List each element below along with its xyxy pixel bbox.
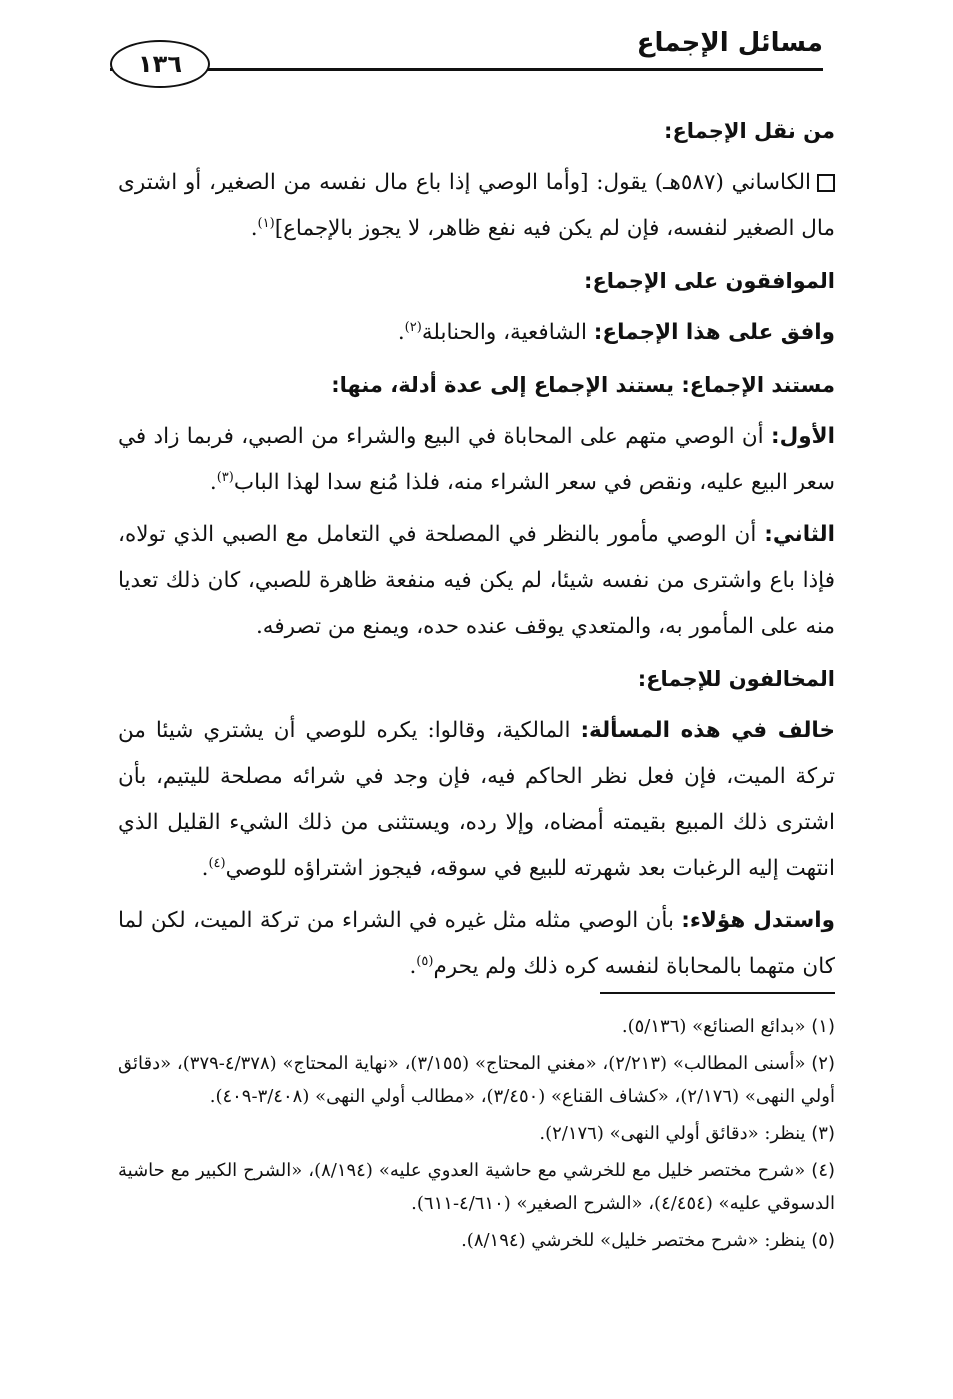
footnote-3 <box>118 1117 835 1150</box>
footnote-4 <box>118 1154 835 1220</box>
footnote-number: (٢) <box>811 1053 835 1074</box>
footnotes <box>118 1010 835 1261</box>
muwafiqun-heading: الموافقون على الإجماع: <box>584 269 835 293</box>
main-text <box>118 108 835 996</box>
khalaf-lead: خالف في هذه المسألة: <box>580 718 835 743</box>
footnote-number: (٥) <box>811 1230 835 1251</box>
mukhalifun-heading: المخالفون للإجماع: <box>637 667 835 691</box>
footnote-5 <box>118 1224 835 1257</box>
footnote-text: «شرح مختصر خليل مع للخرشي مع حاشية العدوي عليه» (٨/١٩٤)، «الشرح الكبير مع حاشية الدسوقي عليه» (٤/٤٥٤)، «الشرح الصغير» (٤/٦١٠-٦١١). <box>118 1160 835 1214</box>
footnote-number: (١) <box>811 1016 835 1037</box>
running-title: مسائل الإجماع <box>636 28 823 58</box>
page-header <box>110 22 823 82</box>
thani-text: أن الوصي مأمور بالنظر في المصلحة في التعامل مع الصبي الذي تولاه، فإذا باع واشترى من نفسه شيئا، لم يكن فيه منفعة ظاهرة للصبي، كان ذلك تعديا منه على المأمور به، والمتعدي يوقف عنده حده، ويمنع من تصرفه. <box>118 522 835 639</box>
footnote-number: (٣) <box>811 1123 835 1144</box>
awwal-paragraph: الأول: أن الوصي متهم على المحاباة في البيع والشراء من الصبي، فربما زاد في سعر البيع عليه، ونقص في سعر الشراء منه، فلذا مُنع سدا لهذا الباب$^{(٣)}$. <box>118 424 835 495</box>
footnote-ref-1: (١) <box>257 215 275 231</box>
awwal-lead: الأول: <box>771 424 835 449</box>
khalaf-paragraph: خالف في هذه المسألة: المالكية، وقالوا: يكره للوصي أن يشتري شيئا من تركة الميت، فإن فعل نظر الحاكم فيه، فإن وجد في شرائه مصلحة لليتيم، بأن اشترى ذلك المبيع بقيمته أمضاه، وإلا رده، ويستثنى من ذلك الشيء القليل الذي انتهت إليه الرغبات بعد شهرته للبيع في سوقه، فيجوز اشتراؤه للوصي$^{(٤)}$. <box>118 718 835 881</box>
footnote-text: ينظر: «شرح مختصر خليل» للخرشي (٨/١٩٤). <box>461 1230 806 1251</box>
istadal-lead: واستدل هؤلاء: <box>681 908 835 933</box>
footnote-rule <box>600 992 835 994</box>
footnote-ref-4: (٤) <box>208 855 226 871</box>
footnote-text: ينظر: «دقائق أولي النهى» (٢/١٧٦). <box>539 1123 806 1144</box>
istadal-paragraph: واستدل هؤلاء: بأن الوصي مثله مثل غيره في الشراء من تركة الميت، لكن لما كان متهما بالمحاباة لنفسه كره ذلك ولم يحرم$^{(٥)}$. <box>118 908 835 979</box>
footnote-ref-2: (٢) <box>404 319 422 335</box>
footnote-number: (٤) <box>811 1160 836 1181</box>
header-rule <box>110 68 823 71</box>
footnote-ref-3: (٣) <box>216 469 234 485</box>
mustanad-heading: مستند الإجماع: يستند الإجماع إلى عدة أدلة، منها: <box>331 373 835 397</box>
kasani-paragraph: الكاساني (٥٨٧هـ) يقول: [وأما الوصي إذا باع مال نفسه من الصغير، أو اشترى مال الصغير لنفسه، فإن لم يكن فيه نفع ظاهر، لا يجوز بالإجماع]$^{(١)}$. <box>118 170 835 241</box>
square-bullet-icon <box>817 174 835 192</box>
thani-lead: الثاني: <box>764 522 835 547</box>
muwafiqun-paragraph: وافق على هذا الإجماع: الشافعية، والحنابلة$^{(٢)}$. <box>397 319 835 345</box>
page-number: ١٣٦ <box>110 40 210 88</box>
naql-heading: من نقل الإجماع: <box>664 119 835 143</box>
footnote-2 <box>118 1047 835 1113</box>
khalaf-text: المالكية، وقالوا: يكره للوصي أن يشتري شيئا من تركة الميت، فإن فعل نظر الحاكم فيه، فإن وجد في شرائه مصلحة لليتيم، بأن اشترى ذلك المبيع بقيمته أمضاه، وإلا رده، ويستثنى من ذلك الشيء القليل الذي انتهت إليه الرغبات بعد شهرته للبيع في سوقه، فيجوز اشتراؤه للوصي <box>118 718 835 881</box>
muwafiqun-lead: وافق على هذا الإجماع: <box>593 320 835 345</box>
muwafiqun-text: الشافعية، والحنابلة <box>421 320 594 345</box>
kasani-text: الكاساني (٥٨٧هـ) يقول: [وأما الوصي إذا باع مال نفسه من الصغير، أو اشترى مال الصغير لنفسه، فإن لم يكن فيه نفع ظاهر، لا يجوز بالإجماع] <box>118 170 835 241</box>
footnote-1 <box>118 1010 835 1043</box>
footnote-text: «بدائع الصنائع» (٥/١٣٦). <box>621 1016 806 1037</box>
istadal-text: بأن الوصي مثله مثل غيره في الشراء من تركة الميت، لكن لما كان متهما بالمحاباة لنفسه كره ذلك ولم يحرم <box>118 908 835 979</box>
footnote-ref-5: (٥) <box>416 953 434 969</box>
awwal-text: أن الوصي متهم على المحاباة في البيع والشراء من الصبي، فربما زاد في سعر البيع عليه، ونقص في سعر الشراء منه، فلذا مُنع سدا لهذا الباب <box>118 424 835 495</box>
thani-paragraph <box>118 512 835 650</box>
footnote-text: «أسنى المطالب» (٢/٢١٣)، «مغني المحتاج» (٣/١٥٥)، «نهاية المحتاج» (٤/٣٧٨-٣٧٩)، «دقائق أولي النهى» (٢/١٧٦)، «كشاف القناع» (٣/٤٥٠)، «مطالب أولي النهى» (٣/٤٠٨-٤٠٩). <box>118 1053 835 1107</box>
